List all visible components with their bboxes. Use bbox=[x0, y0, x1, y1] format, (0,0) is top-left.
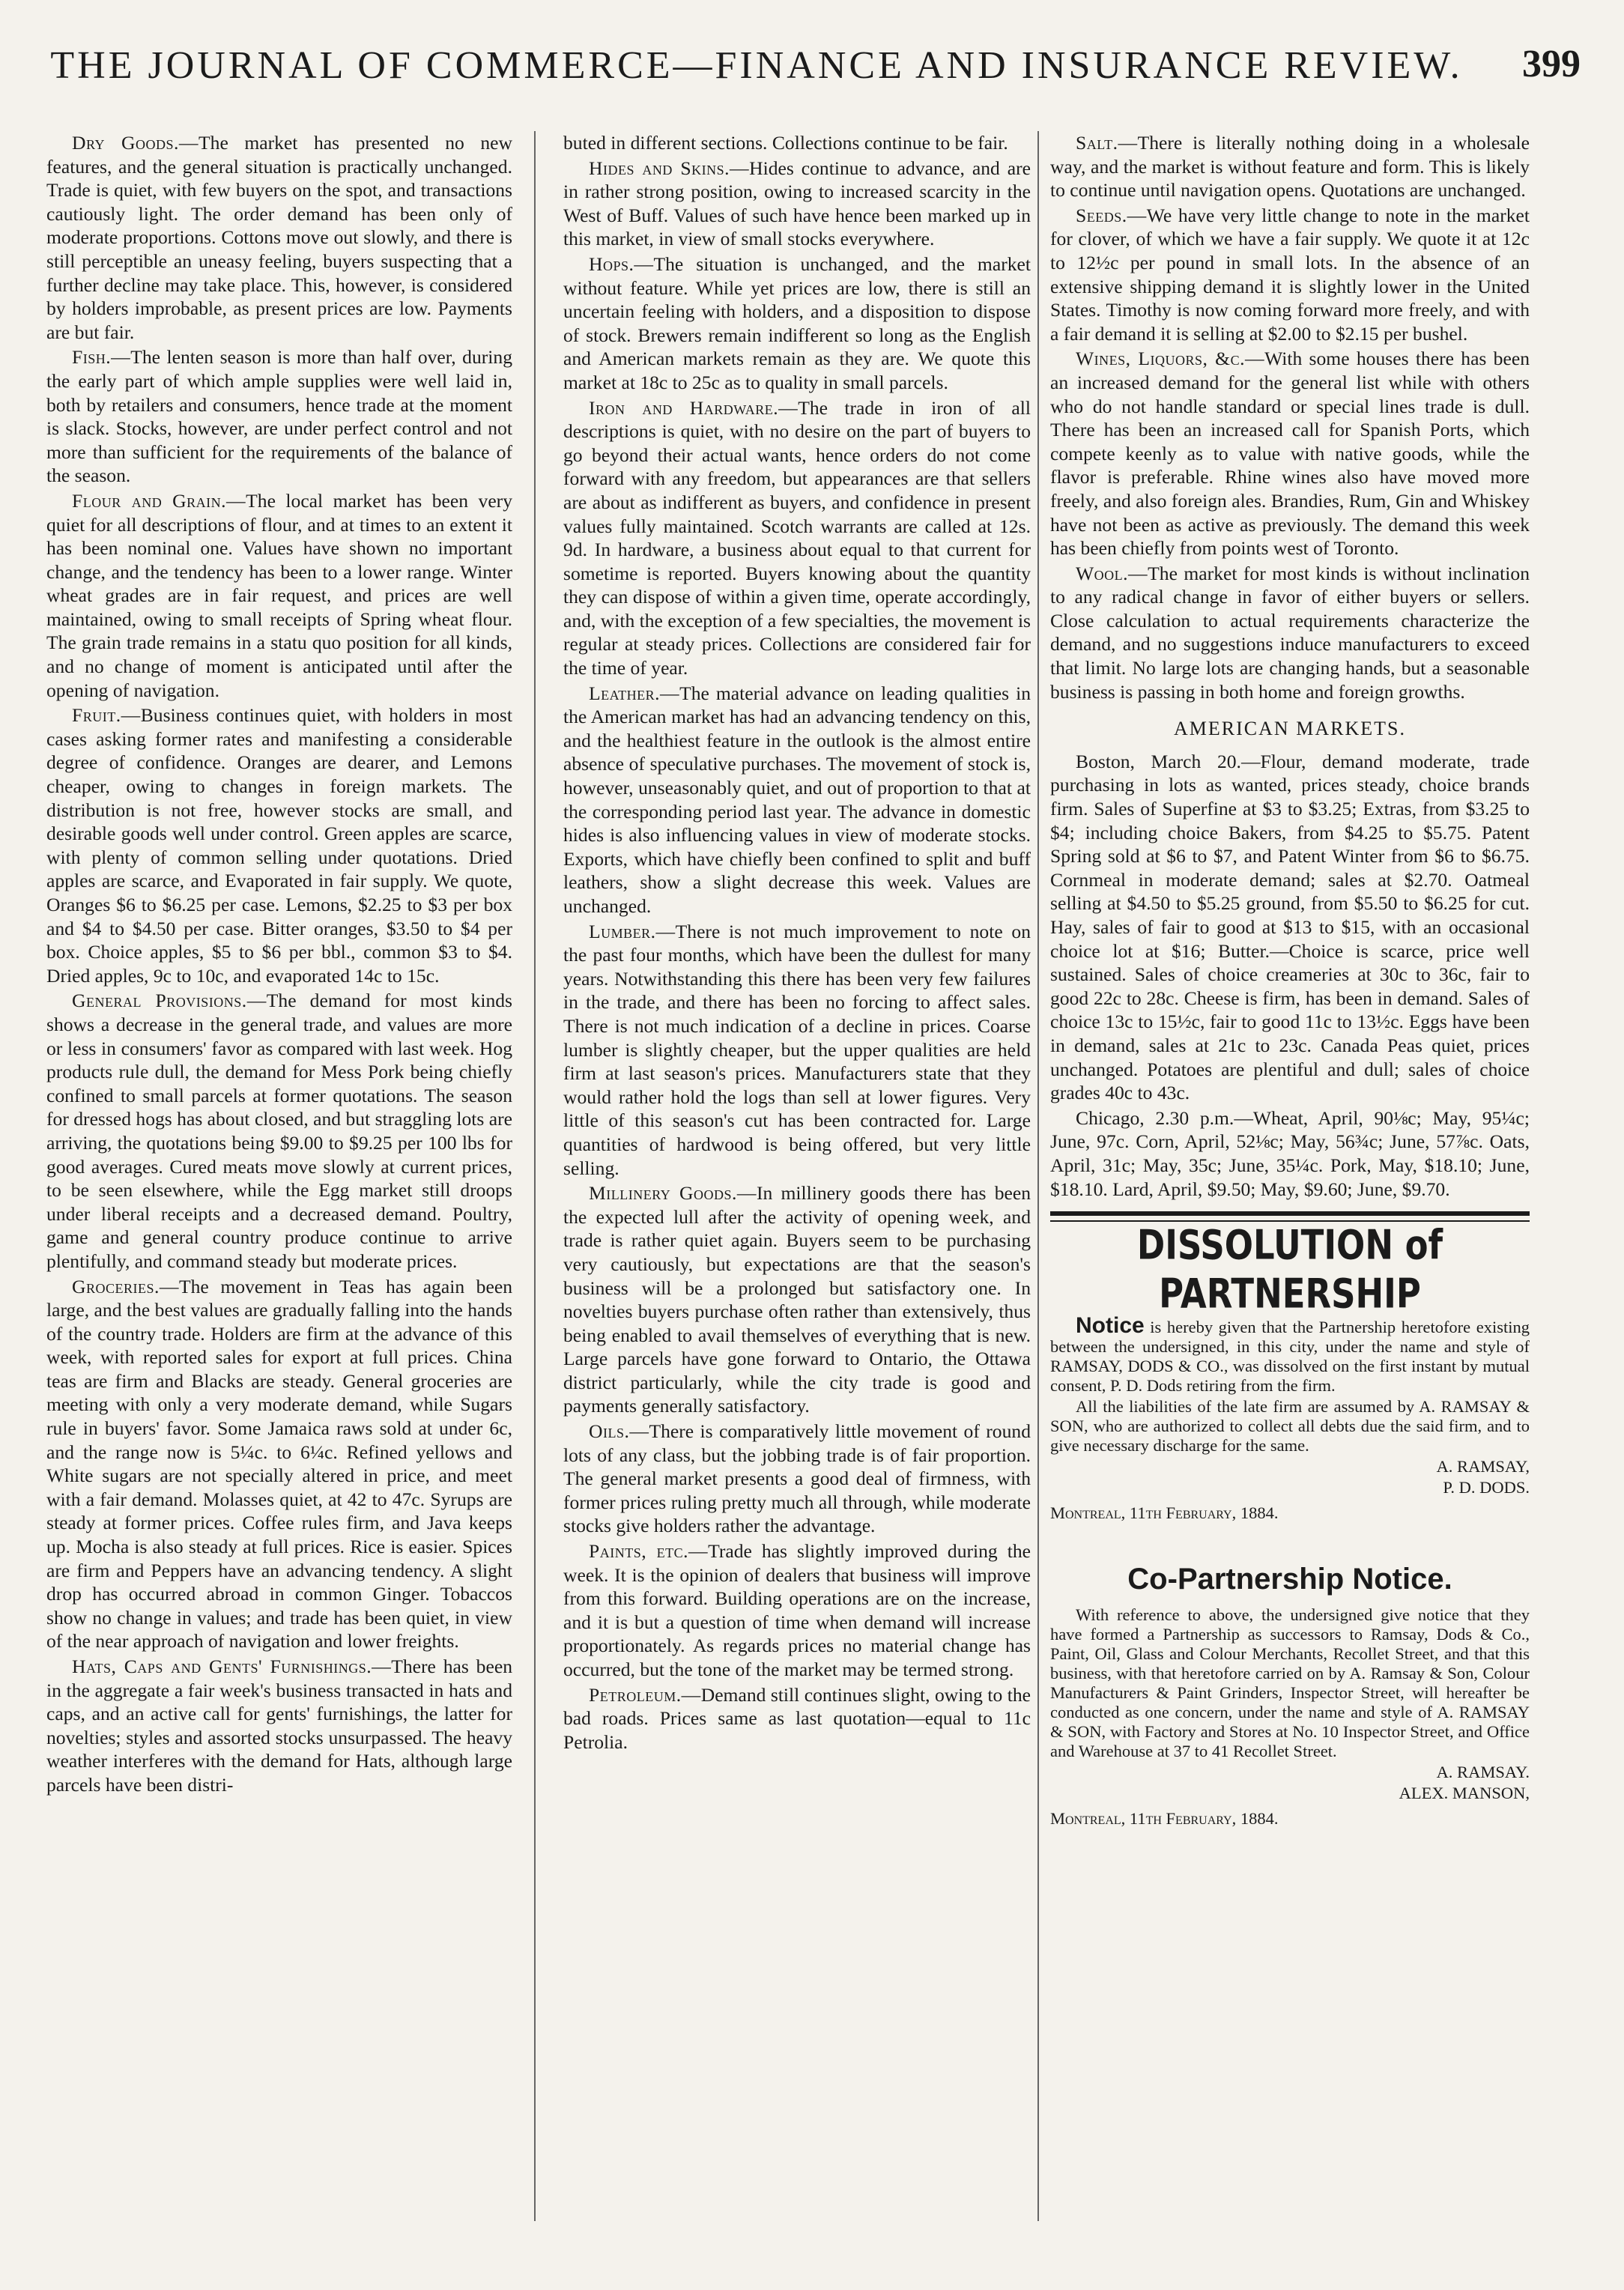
report-text: The trade in iron of all descriptions is quiet, with no desire on the part of buyers to go beyond their actual wants, hence orders do not come forward with any freedom, but appearances are that sellers are about as indifferent as buyers, and confidence in present values fully maintained. Scotch warrants are called at 12s. 9d. In hardware, a business about equal to that current for sometime is reported. Buyers knowing about the quantity they can dispose of within a given time, operate accordingly, and, with the exception of a few specialties, the movement is regular at steady prices. Collections are considered fair for the time of year. bbox=[563, 396, 1031, 679]
page-number: 399 bbox=[1522, 43, 1581, 85]
column-3-reports bbox=[1050, 131, 1530, 703]
report-heading: Wines, Liquors, &c.— bbox=[1076, 348, 1265, 370]
dateline: Montreal, 11th February, 1884. bbox=[1050, 1503, 1279, 1523]
dissolution-notice bbox=[1050, 1313, 1530, 1396]
market-report bbox=[563, 131, 1031, 155]
report-heading: Wool.— bbox=[1076, 562, 1148, 584]
market-report bbox=[46, 1655, 512, 1797]
column-divider bbox=[1037, 131, 1039, 2221]
market-report bbox=[1050, 347, 1530, 560]
report-text: We have very little change to note in the market for clover, of which we have a fair supply. We quote it at 12c to 12½c per pound in small lots. In the absence of an extensive shipping demand it is slightly lower in the United States. Timothy is now coming forward more freely, and with a fair demand it is selling at $2.00 to $2.15 per bushel. bbox=[1050, 204, 1530, 345]
report-heading: Seeds.— bbox=[1076, 204, 1147, 226]
report-heading: Flour and Grain.— bbox=[72, 489, 246, 512]
dissolution-liabilities: All the liabilities of the late firm are assumed by A. RAMSAY & SON, who are authorized to collect all debts due the said firm, and to give necessary discharge for the same. bbox=[1050, 1397, 1530, 1456]
column-3 bbox=[1050, 131, 1530, 2251]
column-2 bbox=[563, 131, 1031, 2251]
market-report bbox=[563, 252, 1031, 395]
market-report bbox=[1050, 204, 1530, 346]
market-report bbox=[563, 1683, 1031, 1754]
report-heading: Hides and Skins.— bbox=[589, 157, 750, 179]
dateline: Montreal, 11th February, 1884. bbox=[1050, 1808, 1279, 1828]
report-heading: Fruit.— bbox=[72, 704, 141, 727]
signature: A. RAMSAY, bbox=[1436, 1457, 1530, 1476]
report-text: There has been in the aggregate a fair week's business transacted in hats and caps, and an active call for gents' furnishings, the latter for novelties; styles and assorted stocks unsurpassed. The heavy weather interferes with the demand for Hats, although large parcels have been distri- bbox=[46, 1656, 512, 1796]
report-heading: Iron and Hardware.— bbox=[589, 396, 799, 419]
market-report bbox=[563, 920, 1031, 1181]
column-1 bbox=[46, 131, 512, 2251]
market-report bbox=[46, 131, 512, 344]
chicago-report: Chicago, 2.30 p.m.—Wheat, April, 90⅛c; May, 95¼c; June, 97c. Corn, April, 52⅛c; May, 56¾c; June, 57⅞c. Oats, April, 31c; May, 35c; June, 35¼c. Pork, May, $18.10; June, $18.10. Lard, April, $9.50; May, $9.60; June, $9.70. bbox=[1050, 1106, 1530, 1200]
market-report bbox=[46, 489, 512, 702]
report-text: The market has presented no new features, and the general situation is practically unchanged. Trade is quiet, with few buyers on the spot, and transactions cautiously light. The order demand has been only of moderate proportions. Cottons move out slowly, and there is still perceptible an uneasy feeling, buyers suspecting that a further decline may take place. This, however, is considered by holders improbable, as present prices are low. Payments are but fair. bbox=[46, 132, 512, 343]
report-text: There is literally nothing doing in a wholesale way, and the market is without feature and form. This is likely to continue until navigation opens. Quotations are unchanged. bbox=[1050, 132, 1530, 202]
dissolution-body: is hereby given that the Partnership heretofore existing between the undersigned, in this city, under the name and style of RAMSAY, DODS & CO., was dissolved on the first instant by mutual consent, P. D. Dods retiring from the firm. bbox=[1050, 1318, 1530, 1396]
copartnership-body: With reference to above, the undersigned give notice that they have formed a Partnership as successors to Ramsay, Dods & Co., Paint, Oil, Glass and Colour Merchants, Recollet Street, and that this business, with that heretofore carried on by A. Ramsay & Son, Colour Manufacturers & Paint Grinders, Inspector Street, will hereafter be conducted as one concern, under the name and style of A. RAMSAY & SON, with Factory and Stores at No. 10 Inspector Street, and Office and Warehouse at 37 to 41 Recollet Street. bbox=[1050, 1605, 1530, 1760]
market-report bbox=[46, 345, 512, 488]
report-heading: Petroleum.— bbox=[589, 1683, 701, 1706]
market-report bbox=[563, 682, 1031, 918]
report-text: There is comparatively little movement of round lots of any class, but the jobbing trade is of fair proportion. The general market presents a good deal of firmness, with former prices ruling pretty much all through, while moderate stocks give holders rather the advantage. bbox=[563, 1420, 1031, 1537]
market-report bbox=[563, 1539, 1031, 1682]
report-heading: Groceries.— bbox=[72, 1275, 179, 1297]
signature: ALEX. MANSON, bbox=[1399, 1783, 1530, 1802]
report-text: Trade has slightly improved during the week. It is the opinion of dealers that business will improve from this forward. Building operations are on the increase, and it is but a question of time when demand will increase proportionately. As regards prices no material change has occurred, but the tone of the market may be termed strong. bbox=[563, 1540, 1031, 1680]
signature: P. D. DODS. bbox=[1443, 1478, 1530, 1497]
report-text: Demand still continues slight, owing to the bad roads. Prices same as last quotation—equal to 11c Petrolia. bbox=[563, 1683, 1031, 1753]
report-text: The situation is unchanged, and the market without feature. While yet prices are low, there is still an uncertain feeling with holders, and a disposition to dispose of stock. Brewers remain indifferent so long as the English and American markets remain as they are. We quote this market at 18c to 25c as to quality in small parcels. bbox=[563, 252, 1031, 393]
report-text: The demand for most kinds shows a decrease in the general trade, and values are more or less in consumers' favor as compared with last week. Hog products rule dull, the demand for Mess Pork being chiefly confined to small parcels at former quotations. The season for dressed hogs has about closed, and but straggling lots are arriving, the quotations being $9.00 to $9.25 per 100 lbs for good averages. Cured meats move slowly at current prices, to be seen elsewhere, while the Egg market still droops under liberal receipts and a decreased demand. Poultry, game and general country produce continue to arrive plentifully, and command steady but moderate prices. bbox=[46, 990, 512, 1272]
report-heading: Dry Goods.— bbox=[72, 132, 199, 154]
report-text: The material advance on leading qualities in the American market has had an advancing tendency on this, and the healthiest feature in the outlook is the almost entire absence of speculative purchases. The movement of stock is, however, unseasonably quiet, and out of proportion to that at the corresponding period last year. The advance in domestic hides is also influencing values in view of moderate stocks. Exports, which have chiefly been confined to split and buff leathers, show a slight decrease this week. Values are unchanged. bbox=[563, 682, 1031, 917]
journal-title: THE JOURNAL OF COMMERCE—FINANCE AND INSURANCE REVIEW. bbox=[50, 44, 1463, 87]
column-divider bbox=[534, 131, 536, 2221]
report-heading: General Provisions.— bbox=[72, 990, 267, 1012]
report-text: The market for most kinds is without inclination to any radical change in favor of either buyers or sellers. Close calculation to actual requirements characterize the demand, and no suggestions induce manufacturers to exceed that limit. No large lots are changing hands, but a seasonable business is passing in both home and foreign growths. bbox=[1050, 562, 1530, 703]
report-text: buted in different sections. Collections continue to be fair. bbox=[563, 132, 1008, 154]
report-text: With some houses there has been an increased demand for the general list while with others who do not handle standard or special lines trade is dull. There has been an increased call for Spanish Ports, which compete keenly as to value with native goods, while the flavor is preferable. Rhine wines also have moved more freely, and also foreign ales. Brandies, Rum, Gin and Whiskey have not been as active as previously. The demand this week has been chiefly from points west of Toronto. bbox=[1050, 348, 1530, 560]
dissolution-heading: DISSOLUTION of PARTNERSHIP bbox=[1136, 1221, 1443, 1318]
american-markets-heading: AMERICAN MARKETS. bbox=[1174, 718, 1406, 740]
report-heading: Salt.— bbox=[1076, 132, 1138, 154]
market-report bbox=[563, 1420, 1031, 1538]
market-report bbox=[563, 1181, 1031, 1418]
report-text: Business continues quiet, with holders in most cases asking former rates and manifesting a considerable degree of confidence. Oranges are dearer, and Lemons cheaper, owing to changes in foreign markets. The distribution is not free, however stocks are small, and desirable goods well under control. Green apples are scarce, with plenty of common selling under quotations. Dried apples are scarce, and Evaporated in fair supply. We quote, Oranges $6 to $6.25 per case. Lemons, $2.25 to $3 per box and $4 to $4.50 per case. Bitter oranges, $3.50 to $4 per box. Choice apples, $5 to $6 per bbl., common $3 to $4. Dried apples, 9c to 10c, and evaporated 14c to 15c. bbox=[46, 704, 512, 987]
page-header bbox=[45, 37, 1596, 127]
report-heading: Lumber.— bbox=[589, 920, 676, 942]
report-heading: Leather.— bbox=[589, 682, 680, 704]
report-text: The local market has been very quiet for all descriptions of flour, and at times to an extent it has been nominal one. Values have shown no important change, and the tendency has been to a lower range. Winter wheat grades are in fair request, and prices are well maintained, owing to small receipts of Spring wheat flour. The grain trade remains in a statu quo position for all kinds, and no change of moment is anticipated until after the opening of navigation. bbox=[46, 489, 512, 701]
report-text: The lenten season is more than half over, during the early part of which ample supplies were well laid in, both by retailers and consumers, hence trade at the moment is slack. Stocks, however, are under perfect control and not more than sufficient for the requirements of the balance of the season. bbox=[46, 346, 512, 487]
signature: A. RAMSAY. bbox=[1436, 1762, 1530, 1781]
market-report bbox=[1050, 131, 1530, 202]
report-heading: Hats, Caps and Gents' Furnishings.— bbox=[72, 1656, 392, 1677]
report-text: The movement in Teas has again been large, and the best values are gradually falling into the hands of the country trade. Holders are firm at the advance of this week, with reported sales for export at full prices. China teas are firm and Blacks are steady. General groceries are meeting with only a very moderate demand, while Sugars rule in buyers' favor. Some Jamaica raws sold at under 6c, and the range now is 5¼c. to 6¼c. Refined yellows and White sugars are not specially altered in price, and meet with a fair demand. Molasses quiet, at 42 to 47c. Syrups are steady at former prices. Coffee rules firm, and Java keeps up. Mocha is also steady at full prices. Rice is easier. Spices are firm and Peppers have an advancing tendency. A slight drop has occurred abroad in common Ginger. Tobaccos show no change in values; and trade has been quiet, in view of the near approach of navigation and lower freights. bbox=[46, 1275, 512, 1653]
report-heading: Paints, etc.— bbox=[589, 1540, 709, 1563]
market-report bbox=[46, 989, 512, 1273]
market-report bbox=[563, 157, 1031, 251]
market-report bbox=[46, 1275, 512, 1654]
notice-word: Notice bbox=[1076, 1313, 1145, 1339]
report-heading: Oils.— bbox=[589, 1420, 649, 1443]
copartnership-heading: Co-Partnership Notice. bbox=[1127, 1563, 1452, 1596]
report-text: Hides continue to advance, and are in rather strong position, owing to increased scarcity in the West of Buff. Values of such have hence been marked up in this market, in view of small stocks everywhere. bbox=[563, 157, 1031, 250]
boston-report: Boston, March 20.—Flour, demand moderate, trade purchasing in lots as wanted, prices steady, choice brands firm. Sales of Superfine at $3 to $3.25; Extras, from $3.25 to $4; including choice Bakers, from $4.25 to $5.75. Patent Spring sold at $6 to $7, and Patent Winter from $6 to $6.75. Cornmeal in moderate demand; sales at $2.70. Oatmeal selling at $4.50 to $5.25 ground, from $5.50 to $6.25 for cut. Hay, sales of fair to good at $13 to $15, with an occasional choice lot at $16; Butter.—Choice is scarce, price well sustained. Sales of choice creameries at 30c to 36c, fair to good 22c to 28c. Cheese is firm, has been in demand. Sales of choice 13c to 15½c, fair to good 11c to 13½c. Eggs have been in demand, sales at 21c to 23c. Canada Peas quiet, prices unchanged. Potatoes are plentiful and dull; sales of choice grades 40c to 43c. bbox=[1050, 750, 1530, 1104]
report-heading: Millinery Goods.— bbox=[589, 1182, 757, 1205]
market-report bbox=[563, 396, 1031, 680]
market-report bbox=[1050, 562, 1530, 704]
report-text: There is not much improvement to note on the past four months, which have been the dullest for many years. Notwithstanding this there has been very few failures in the trade, and there has been no forcing to affect sales. There is not much indication of a decline in prices. Coarse lumber is slightly cheaper, but the upper qualities are held firm at last season's prices. Manufacturers state that they would rather hold the logs than sell at lower figures. Very little of this season's cut has been contracted for. Large quantities of hardwood is being offered, but very little selling. bbox=[563, 920, 1031, 1179]
report-heading: Hops.— bbox=[589, 252, 654, 275]
market-report bbox=[46, 703, 512, 987]
report-text: In millinery goods there has been the expected lull after the activity of opening week, and trade is rather quiet again. Buyers seem to be purchasing very cautiously, but expectations are that the season's business will be a prolonged but satisfactory one. In novelties buyers purchase often rather than extensively, thus being enabled to avail themselves of everything that is new. Large parcels have gone forward to Ontario, the Ottawa district particularly, while the city trade is good and payments generally satisfactory. bbox=[563, 1182, 1031, 1417]
report-heading: Fish.— bbox=[72, 346, 131, 369]
divider bbox=[1050, 1211, 1530, 1216]
